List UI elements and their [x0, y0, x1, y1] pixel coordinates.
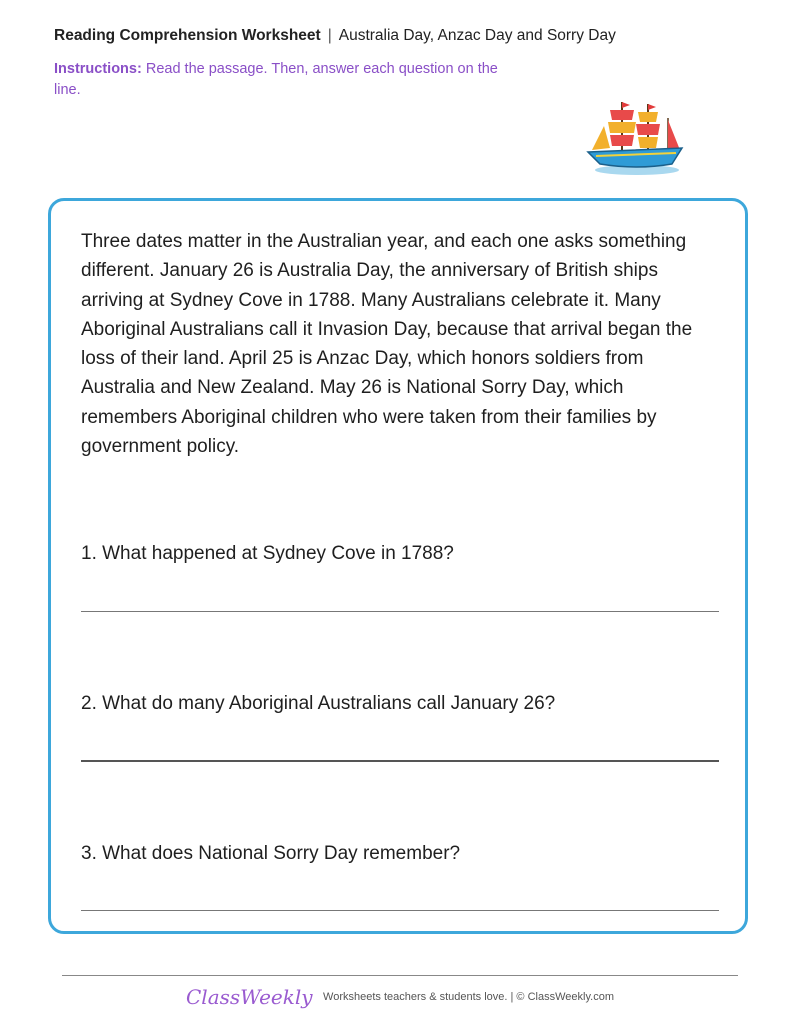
answer-line-2[interactable] — [81, 760, 719, 762]
passage-card — [48, 198, 748, 934]
question-1: 1. What happened at Sydney Cove in 1788? — [81, 543, 454, 564]
passage-text: Three dates matter in the Australian year, and each one asks something different. January 26 is Australia Day, the anniversary of British ships arriving at Sydney Cove in 1788. Many Australians celebrate it. Many Aboriginal Australians call it Invasion Day, because that arrival began the loss of their land. April 25 is Anzac Day, which honors soldiers from Australia and New Zealand. May 26 is National Sorry Day, which remembers Aboriginal children who were taken from their families by government policy. — [81, 231, 693, 458]
footer-tagline: Worksheets teachers & students love. | © ClassWeekly.com — [323, 991, 614, 1003]
instructions-label: Instructions: — [54, 61, 142, 77]
instructions — [54, 59, 514, 101]
sailing-ship-icon — [582, 96, 686, 178]
brand-logo: ClassWeekly — [186, 985, 313, 1009]
answer-line-3[interactable] — [81, 910, 719, 911]
footer — [0, 985, 800, 1009]
header-separator: | — [327, 27, 332, 44]
instructions-text: Read the passage. Then, answer each question on the line. — [54, 61, 498, 98]
question-3: 3. What does National Sorry Day remember? — [81, 843, 461, 864]
worksheet-header — [54, 27, 616, 45]
worksheet-title: Reading Comprehension Worksheet — [54, 27, 321, 44]
question-2: 2. What do many Aboriginal Australians call January 26? — [81, 693, 556, 714]
footer-divider — [62, 975, 738, 976]
worksheet-subtitle: Australia Day, Anzac Day and Sorry Day — [338, 27, 616, 44]
answer-line-1[interactable] — [81, 611, 719, 612]
